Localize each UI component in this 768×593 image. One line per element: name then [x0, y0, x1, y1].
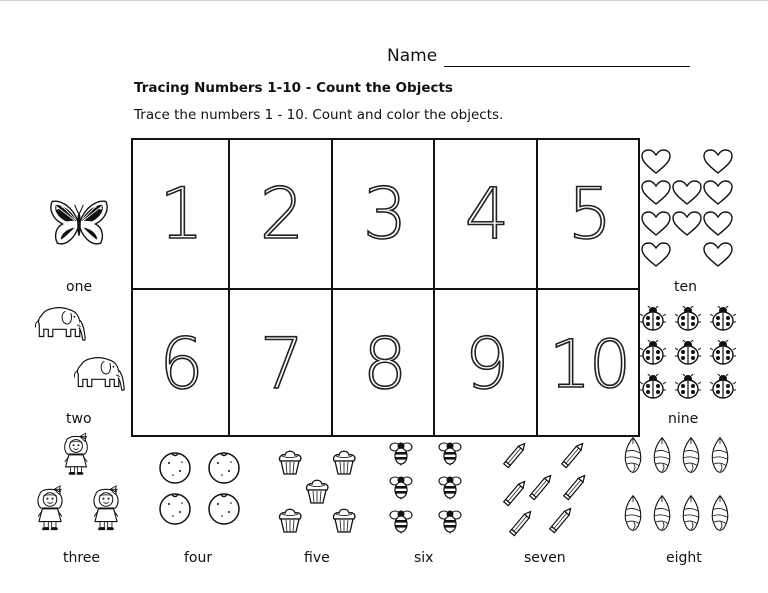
ladybug-icon[interactable]: [710, 340, 736, 366]
ladybug-icon[interactable]: [640, 306, 666, 332]
trace-cell-4[interactable]: [435, 140, 537, 288]
heart-icon[interactable]: [641, 242, 671, 268]
top-rule: [0, 0, 768, 1]
seashell-icon[interactable]: [681, 436, 701, 474]
count-label-three: three: [63, 550, 101, 566]
seashell-icon[interactable]: [710, 494, 730, 532]
heart-icon[interactable]: [672, 211, 702, 237]
heart-icon[interactable]: [703, 149, 733, 175]
pencil-icon[interactable]: [506, 508, 536, 538]
count-label-seven: seven: [524, 550, 566, 566]
ladybug-icon[interactable]: [675, 340, 701, 366]
trace-digit: 2: [259, 173, 303, 255]
girl-doll-icon[interactable]: [89, 485, 123, 531]
heart-icon[interactable]: [641, 211, 671, 237]
seashell-icon[interactable]: [710, 436, 730, 474]
seashell-icon[interactable]: [623, 436, 643, 474]
ladybug-icon[interactable]: [675, 374, 701, 400]
ladybug-icon[interactable]: [640, 340, 666, 366]
bee-icon[interactable]: [438, 508, 462, 534]
bee-icon[interactable]: [438, 474, 462, 500]
name-input-line[interactable]: [444, 66, 690, 67]
elephant-icon[interactable]: [33, 302, 87, 344]
count-label-nine: nine: [668, 411, 699, 427]
worksheet-instructions: Trace the numbers 1 - 10. Count and color the objects.: [134, 107, 504, 123]
pencil-icon[interactable]: [526, 472, 556, 502]
heart-icon[interactable]: [641, 180, 671, 206]
heart-icon[interactable]: [641, 149, 671, 175]
count-label-five: five: [304, 550, 330, 566]
seashell-icon[interactable]: [652, 494, 672, 532]
count-label-six: six: [414, 550, 434, 566]
ladybug-icon[interactable]: [710, 374, 736, 400]
heart-icon[interactable]: [703, 242, 733, 268]
trace-digit: 6: [159, 323, 202, 405]
bee-icon[interactable]: [389, 440, 413, 466]
cupcake-icon[interactable]: [303, 477, 331, 505]
trace-cell-8[interactable]: [333, 290, 435, 438]
butterfly-icon[interactable]: [47, 198, 111, 250]
count-label-eight: eight: [666, 550, 702, 566]
seashell-icon[interactable]: [652, 436, 672, 474]
ladybug-icon[interactable]: [710, 306, 736, 332]
trace-digit: 10: [549, 325, 629, 403]
trace-digit: 5: [567, 173, 611, 255]
pencil-icon[interactable]: [500, 440, 530, 470]
trace-digit: 4: [464, 173, 508, 255]
bee-icon[interactable]: [438, 440, 462, 466]
girl-doll-icon[interactable]: [33, 485, 67, 531]
bee-icon[interactable]: [389, 508, 413, 534]
trace-cell-5[interactable]: [538, 140, 640, 288]
pencil-icon[interactable]: [558, 440, 588, 470]
orange-icon[interactable]: [207, 491, 241, 525]
orange-icon[interactable]: [158, 450, 192, 484]
trace-cell-10[interactable]: [538, 290, 640, 438]
girl-doll-icon[interactable]: [60, 432, 92, 476]
worksheet-title: Tracing Numbers 1-10 - Count the Objects: [134, 80, 453, 96]
count-label-one: one: [66, 279, 93, 295]
pencil-icon[interactable]: [560, 472, 590, 502]
pencil-icon[interactable]: [500, 478, 530, 508]
trace-cell-2[interactable]: [230, 140, 332, 288]
ladybug-icon[interactable]: [675, 306, 701, 332]
tracing-grid: [131, 138, 640, 437]
trace-digit: 1: [159, 173, 202, 255]
cupcake-icon[interactable]: [330, 448, 358, 476]
trace-digit: 3: [362, 173, 406, 255]
trace-digit: 9: [464, 323, 508, 405]
heart-icon[interactable]: [703, 211, 733, 237]
seashell-icon[interactable]: [681, 494, 701, 532]
count-label-ten: ten: [674, 279, 697, 295]
pencil-icon[interactable]: [546, 505, 576, 535]
cupcake-icon[interactable]: [276, 448, 304, 476]
trace-digit: 7: [259, 323, 303, 405]
cupcake-icon[interactable]: [276, 506, 304, 534]
ladybug-icon[interactable]: [640, 374, 666, 400]
cupcake-icon[interactable]: [330, 506, 358, 534]
heart-icon[interactable]: [703, 180, 733, 206]
elephant-icon[interactable]: [72, 352, 126, 394]
trace-cell-9[interactable]: [435, 290, 537, 438]
count-label-two: two: [66, 411, 92, 427]
trace-cell-6[interactable]: [133, 290, 228, 438]
trace-cell-3[interactable]: [333, 140, 435, 288]
seashell-icon[interactable]: [623, 494, 643, 532]
count-label-four: four: [184, 550, 213, 566]
orange-icon[interactable]: [158, 491, 192, 525]
trace-digit: 8: [362, 323, 406, 405]
trace-cell-7[interactable]: [230, 290, 332, 438]
heart-icon[interactable]: [672, 180, 702, 206]
trace-cell-1[interactable]: [133, 140, 228, 288]
orange-icon[interactable]: [207, 450, 241, 484]
name-label: Name: [387, 46, 438, 66]
bee-icon[interactable]: [389, 474, 413, 500]
